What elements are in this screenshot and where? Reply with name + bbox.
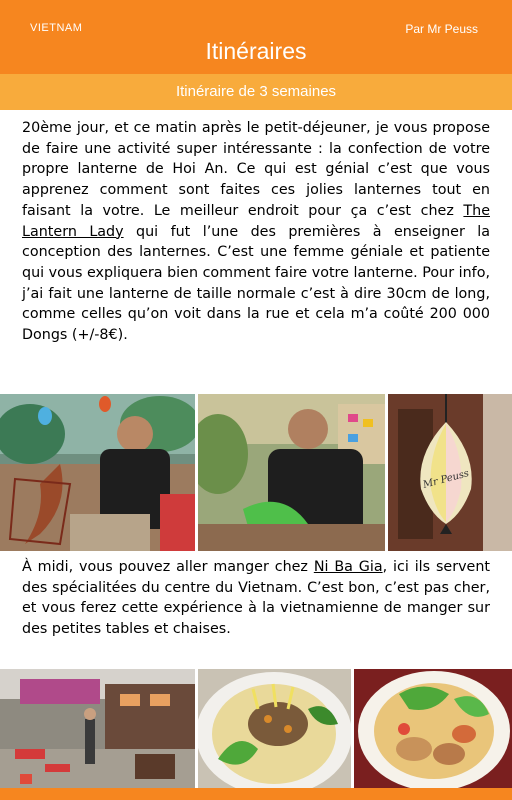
ni-ba-gia-link[interactable]: Ni Ba Gia	[313, 559, 383, 575]
page-title: Itinéraires	[205, 38, 307, 64]
paragraph-lantern: 20ème jour, et ce matin après le petit-déjeuner, je vous propose de faire une activité super intéressante : la confection de votre propre lanterne de Hoi An. Ce qui est génial c’est que vous apprenez comment sont faites ces jolies lanternes tout en faisant la votre. Le meilleur endroit pour ça c’est chez The Lantern Lady qui fut l’une des premières à enseigner la conception des lanternes. C’est une femme géniale et patiente qui vous expliquera bien comment faire votre lanterne. Pour info, j’ai fait une lanterne de taille normale c’est à dire 30cm de long, comme celles qu’on voit dans la rue et cela m’a coûté 200 000 Dongs (+/-8€).	[22, 120, 490, 344]
photo-meat-dish	[354, 669, 512, 788]
photo-noodle-dish	[198, 669, 351, 788]
photo-making-lantern-1	[0, 394, 195, 551]
lantern-signature: Mr Peuss	[421, 468, 471, 491]
photo-restaurant-street	[0, 669, 195, 788]
lantern-lady-link[interactable]: The Lantern Lady	[22, 202, 490, 240]
photo-making-lantern-2	[198, 394, 385, 551]
country-label: VIETNAM	[30, 22, 83, 34]
section-title: Itinéraire de 3 semaines	[0, 74, 512, 110]
footer-bar	[0, 788, 512, 800]
page-header	[0, 0, 512, 74]
paragraph-lunch: À midi, vous pouvez aller manger chez Ni Ba Gia, ici ils servent des spécialitées du centre du Vietnam. C’est bon, c’est pas cher, et vous ferez cette expérience à la vietnamienne de manger sur des petites tables et chaises.	[22, 559, 491, 638]
photo-finished-lantern	[388, 394, 512, 551]
author-label: Par Mr Peuss	[405, 22, 478, 36]
